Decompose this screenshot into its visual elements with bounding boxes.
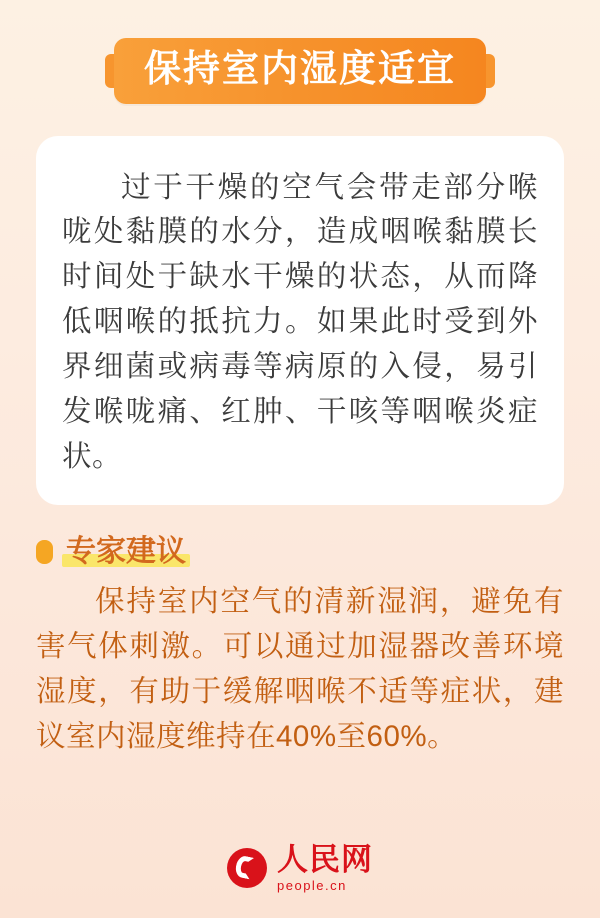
- expert-advice-header: [36, 535, 564, 568]
- expert-advice-paragraph: 保持室内空气的清新湿润，避免有害气体刺激。可以通过加湿器改善环境湿度，有助于缓解咽喉不适等症状，建议室内湿度维持在40%至60%。: [36, 585, 564, 753]
- page-title: 保持室内湿度适宜: [144, 48, 456, 89]
- logo-name-cn: 人民网: [277, 842, 373, 877]
- logo-texts: [277, 844, 373, 892]
- bullet-icon: [36, 540, 53, 564]
- logo-name-en: people.cn: [277, 878, 347, 893]
- main-paragraph: 过于干燥的空气会带走部分喉咙处黏膜的水分，造成咽喉黏膜长时间处于缺水干燥的状态，从而降低咽喉的抵抗力。如果此时受到外界细菌或病毒等病原的入侵，易引发喉咙痛、红肿、干咳等咽喉炎症状。: [62, 170, 538, 473]
- footer: [0, 844, 600, 892]
- site-logo: [227, 844, 373, 892]
- main-content-card: [36, 136, 564, 506]
- expert-advice-label: [62, 535, 190, 568]
- expert-advice-label-text: 专家建议: [66, 535, 186, 569]
- title-banner-wrap: [0, 38, 600, 104]
- expert-advice-section: [36, 535, 564, 759]
- title-banner: [114, 38, 486, 104]
- people-cn-logo-icon: [227, 848, 267, 888]
